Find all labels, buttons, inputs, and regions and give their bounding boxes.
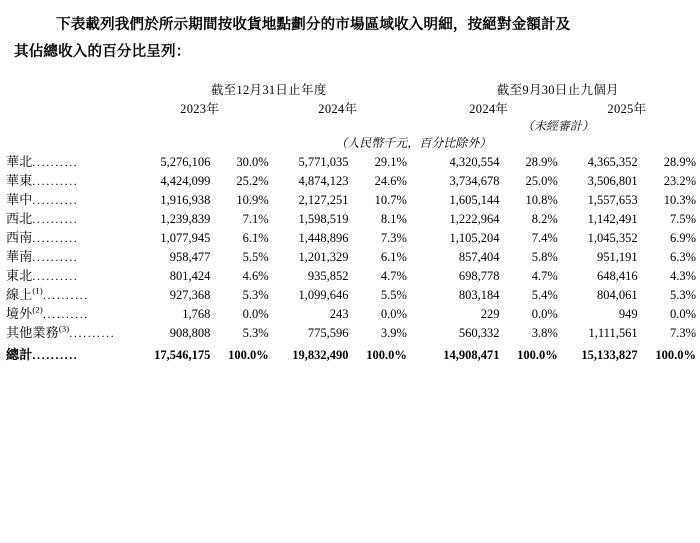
row-label-text: 線上: [6, 286, 33, 302]
leader-dots: ..........: [42, 287, 89, 302]
cell-value: 7.5%: [669, 211, 696, 226]
leader-dots: ..........: [42, 306, 89, 321]
group-gap-cell: [407, 80, 420, 98]
unit-note-row: [6, 134, 696, 151]
cell-value: 100.0%: [517, 347, 558, 362]
cell-value: 5.3%: [242, 325, 269, 340]
row-label-text: 西北: [6, 210, 33, 226]
cell-value: 5.3%: [242, 287, 269, 302]
row-label-text: 境外: [6, 305, 33, 321]
year-gap-cell: [407, 99, 420, 117]
cell-value: 10.9%: [236, 192, 269, 207]
leader-dots: ..........: [32, 347, 79, 362]
cell-value: 935,852: [307, 268, 349, 283]
row-label-text: 華中: [6, 191, 33, 207]
row-gap: [407, 265, 420, 284]
cell-value: 5,771,035: [298, 154, 349, 169]
cell-value: 5.5%: [242, 249, 269, 264]
row-label-text: 其他業務: [6, 324, 59, 340]
cell-value: 6.1%: [380, 249, 407, 264]
cell-value: 803,184: [458, 287, 500, 302]
cell-value: 4,365,352: [587, 154, 638, 169]
cell-value: 17,546,175: [154, 347, 211, 362]
cell-value: 7.3%: [669, 325, 696, 340]
cell-value: 4.3%: [669, 268, 696, 283]
cell-value: 30.0%: [236, 154, 269, 169]
cell-value: 100.0%: [655, 347, 696, 362]
row-gap: [407, 189, 420, 208]
leader-dots: ..........: [69, 325, 116, 340]
cell-value: 1,239,839: [160, 211, 211, 226]
group-header-row: [6, 80, 696, 98]
cell-value: 1,201,329: [298, 249, 349, 264]
table-row: [6, 284, 696, 303]
cell-value: 100.0%: [366, 347, 407, 362]
table-row: [6, 151, 696, 170]
cell-value: 775,596: [307, 325, 349, 340]
cell-value: 19,832,490: [292, 347, 349, 362]
cell-value: 0.0%: [669, 306, 696, 321]
cell-value: 6.9%: [669, 230, 696, 245]
cell-value: 698,778: [458, 268, 500, 283]
total-gap: [407, 341, 420, 363]
row-label-huabei: [6, 151, 131, 170]
table-row: [6, 246, 696, 265]
cell-value: 648,416: [596, 268, 638, 283]
row-gap: [407, 303, 420, 322]
cell-value: 4,874,123: [298, 173, 349, 188]
leader-dots: ..........: [32, 249, 79, 264]
cell-value: 0.0%: [531, 306, 558, 321]
row-gap: [407, 227, 420, 246]
cell-value: 8.1%: [380, 211, 407, 226]
cell-value: 1,105,204: [449, 230, 500, 245]
cell-value: 951,191: [596, 249, 638, 264]
row-label-total: [6, 341, 131, 363]
cell-value: 7.1%: [242, 211, 269, 226]
row-gap: [407, 246, 420, 265]
table-row: [6, 303, 696, 322]
row-label-text: 東北: [6, 267, 33, 283]
group-header-9m: 截至9月30日止九個月: [496, 82, 619, 97]
row-label-dongbei: [6, 265, 131, 284]
footnote-marker: (2): [32, 304, 43, 315]
cell-value: 23.2%: [663, 173, 696, 188]
cell-value: 1,099,646: [298, 287, 349, 302]
cell-value: 6.3%: [669, 249, 696, 264]
leader-dots: ..........: [32, 230, 79, 245]
unaudited-label: （未經審計）: [521, 118, 594, 133]
year-header-row: [6, 99, 696, 117]
cell-value: 10.7%: [374, 192, 407, 207]
cell-value: 927,368: [169, 287, 211, 302]
row-label-overseas: [6, 303, 131, 322]
cell-value: 4.6%: [242, 268, 269, 283]
cell-value: 1,142,491: [587, 211, 638, 226]
unaudited-spacer-2: [131, 117, 407, 134]
cell-value: 857,404: [458, 249, 500, 264]
leader-dots: ..........: [32, 211, 79, 226]
row-label-text: 總計: [6, 346, 33, 362]
cell-value: 0.0%: [380, 306, 407, 321]
cell-value: 4,424,099: [160, 173, 211, 188]
cell-value: 25.2%: [236, 173, 269, 188]
unit-note-spacer: [6, 134, 131, 151]
cell-value: 100.0%: [228, 347, 269, 362]
revenue-breakdown-table: [6, 80, 696, 363]
cell-value: 1,557,653: [587, 192, 638, 207]
row-label-xinan: [6, 227, 131, 246]
cell-value: 560,332: [458, 325, 500, 340]
leader-dots: ..........: [32, 154, 79, 169]
row-label-huazhong: [6, 189, 131, 208]
cell-value: 5,276,106: [160, 154, 211, 169]
cell-value: 4.7%: [531, 268, 558, 283]
cell-value: 958,477: [169, 249, 211, 264]
cell-value: 15,133,827: [581, 347, 638, 362]
cell-value: 1,605,144: [449, 192, 500, 207]
group-header-fy: 截至12月31日止年度: [210, 82, 327, 97]
cell-value: 2,127,251: [298, 192, 349, 207]
cell-value: 10.3%: [663, 192, 696, 207]
cell-value: 5.4%: [531, 287, 558, 302]
cell-value: 8.2%: [531, 211, 558, 226]
row-gap: [407, 322, 420, 341]
unit-note: （人民幣千元，百分比除外）: [335, 135, 492, 150]
row-label-text: 華東: [6, 172, 33, 188]
table-row: [6, 322, 696, 341]
leader-dots: ..........: [32, 192, 79, 207]
table-row: [6, 170, 696, 189]
cell-value: 14,908,471: [443, 347, 500, 362]
cell-value: 29.1%: [374, 154, 407, 169]
unaudited-spacer-3: [407, 117, 420, 134]
row-label-other-business: [6, 322, 131, 341]
footnote-marker: (3): [58, 323, 70, 334]
row-gap: [407, 208, 420, 227]
cell-value: 3,734,678: [449, 173, 500, 188]
cell-value: 5.3%: [669, 287, 696, 302]
cell-value: 25.0%: [525, 173, 558, 188]
cell-value: 28.9%: [525, 154, 558, 169]
cell-value: 6.1%: [242, 230, 269, 245]
row-gap: [407, 151, 420, 170]
cell-value: 24.6%: [374, 173, 407, 188]
leader-dots: ..........: [32, 173, 79, 188]
intro-paragraph: [0, 0, 700, 66]
cell-value: 243: [329, 306, 349, 321]
cell-value: 7.4%: [531, 230, 558, 245]
total-row: [6, 341, 696, 363]
cell-value: 1,916,938: [160, 192, 211, 207]
cell-value: 5.5%: [380, 287, 407, 302]
intro-second-text: 其佔總收入的百分比呈列：: [14, 43, 191, 60]
unaudited-spacer-1: [6, 117, 131, 134]
row-label-text: 華北: [6, 153, 33, 169]
leader-dots: ..........: [32, 268, 79, 283]
cell-value: 28.9%: [663, 154, 696, 169]
year-header-2025-9m: 2025年: [607, 101, 647, 116]
cell-value: 1,598,519: [298, 211, 349, 226]
year-header-2023: 2023年: [180, 101, 220, 116]
cell-value: 1,448,896: [298, 230, 349, 245]
year-header-2024-fy: 2024年: [318, 101, 358, 116]
row-label-huadong: [6, 170, 131, 189]
cell-value: 1,077,945: [160, 230, 211, 245]
cell-value: 0.0%: [242, 306, 269, 321]
row-label-xibei: [6, 208, 131, 227]
cell-value: 3.9%: [380, 325, 407, 340]
empty-corner-cell: [6, 80, 131, 98]
cell-value: 7.3%: [380, 230, 407, 245]
footnote-marker: (1): [32, 285, 43, 296]
table-row: [6, 208, 696, 227]
row-gap: [407, 170, 420, 189]
year-header-2024-9m: 2024年: [469, 101, 509, 116]
cell-value: 3,506,801: [587, 173, 638, 188]
cell-value: 804,061: [596, 287, 638, 302]
cell-value: 1,045,352: [587, 230, 638, 245]
row-label-text: 西南: [6, 229, 33, 245]
intro-lead-text: 下表載列我們於所示期間按收貨地點劃分的市場區域收入明細，按絕對金額計及: [56, 17, 571, 33]
cell-value: 908,808: [169, 325, 211, 340]
table-row: [6, 265, 696, 284]
cell-value: 3.8%: [531, 325, 558, 340]
cell-value: 949: [618, 306, 638, 321]
unaudited-row: [6, 117, 696, 134]
cell-value: 229: [480, 306, 500, 321]
row-gap: [407, 284, 420, 303]
cell-value: 4,320,554: [449, 154, 500, 169]
table-row: [6, 227, 696, 246]
empty-corner-cell-2: [6, 99, 131, 117]
cell-value: 10.8%: [525, 192, 558, 207]
cell-value: 1,111,561: [588, 325, 638, 340]
cell-value: 4.7%: [380, 268, 407, 283]
row-label-online: [6, 284, 131, 303]
table-row: [6, 189, 696, 208]
cell-value: 1,768: [182, 306, 211, 321]
cell-value: 1,222,964: [449, 211, 500, 226]
row-label-text: 華南: [6, 248, 33, 264]
cell-value: 5.8%: [531, 249, 558, 264]
row-label-huanan: [6, 246, 131, 265]
cell-value: 801,424: [169, 268, 211, 283]
